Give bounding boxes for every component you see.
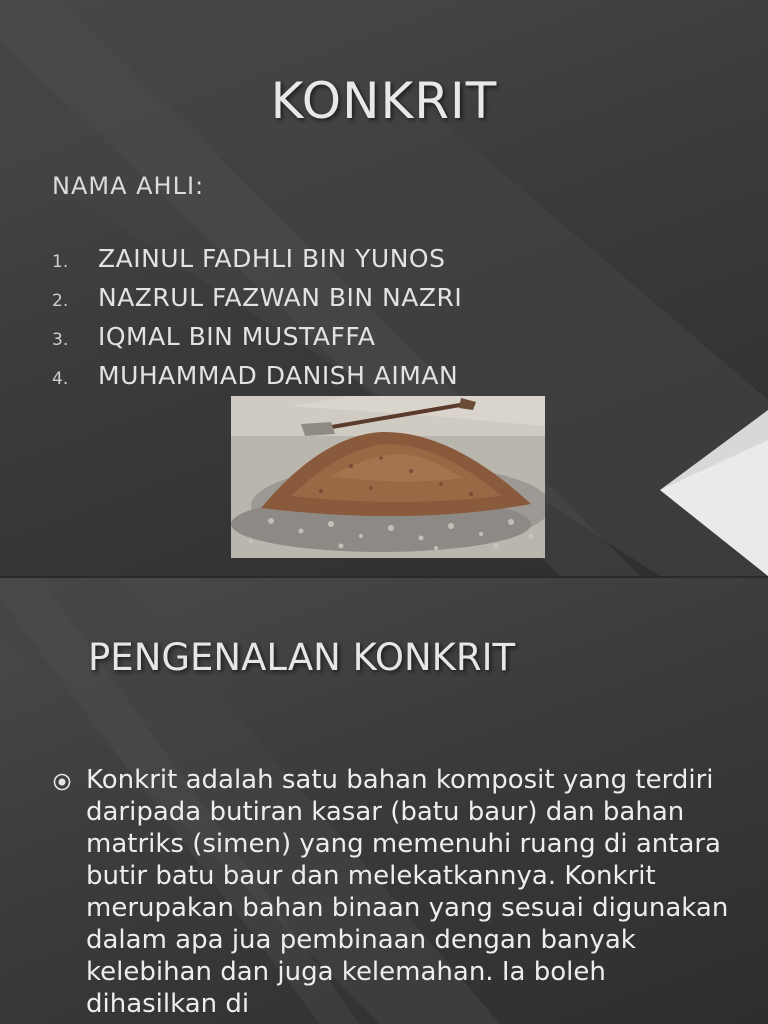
slide-title: KONKRIT [270, 72, 498, 130]
slide-2-title: PENGENALAN KONKRIT [88, 636, 516, 679]
member-number: 3. [52, 330, 69, 350]
members-list [52, 244, 462, 400]
member-item [52, 283, 462, 322]
member-number: 1. [52, 252, 69, 272]
members-heading: NAMA AHLI: [52, 172, 205, 200]
member-name: IQMAL BIN MUSTAFFA [98, 322, 376, 351]
gravel-pile-photo [231, 396, 545, 558]
member-number: 4. [52, 369, 69, 389]
member-name: ZAINUL FADHLI BIN YUNOS [98, 244, 446, 273]
member-name: MUHAMMAD DANISH AIMAN [98, 361, 459, 390]
member-item [52, 322, 462, 361]
bullet-text: Konkrit adalah satu bahan komposit yang terdiri daripada butiran kasar (batu baur) dan bahan matriks (simen) yang memenuhi ruang di antara butir batu baur dan melekatkannya. Konkrit merupakan bahan binaan yang sesuai digunakan dalam apa jua pembinaan dengan banyak kelebihan dan juga kelemahan. Ia boleh dihasilkan di [86, 765, 729, 1019]
circle-bullet-icon [52, 772, 72, 792]
member-item [52, 244, 462, 283]
member-item [52, 361, 462, 400]
member-number: 2. [52, 291, 69, 311]
member-name: NAZRUL FAZWAN BIN NAZRI [98, 283, 463, 312]
